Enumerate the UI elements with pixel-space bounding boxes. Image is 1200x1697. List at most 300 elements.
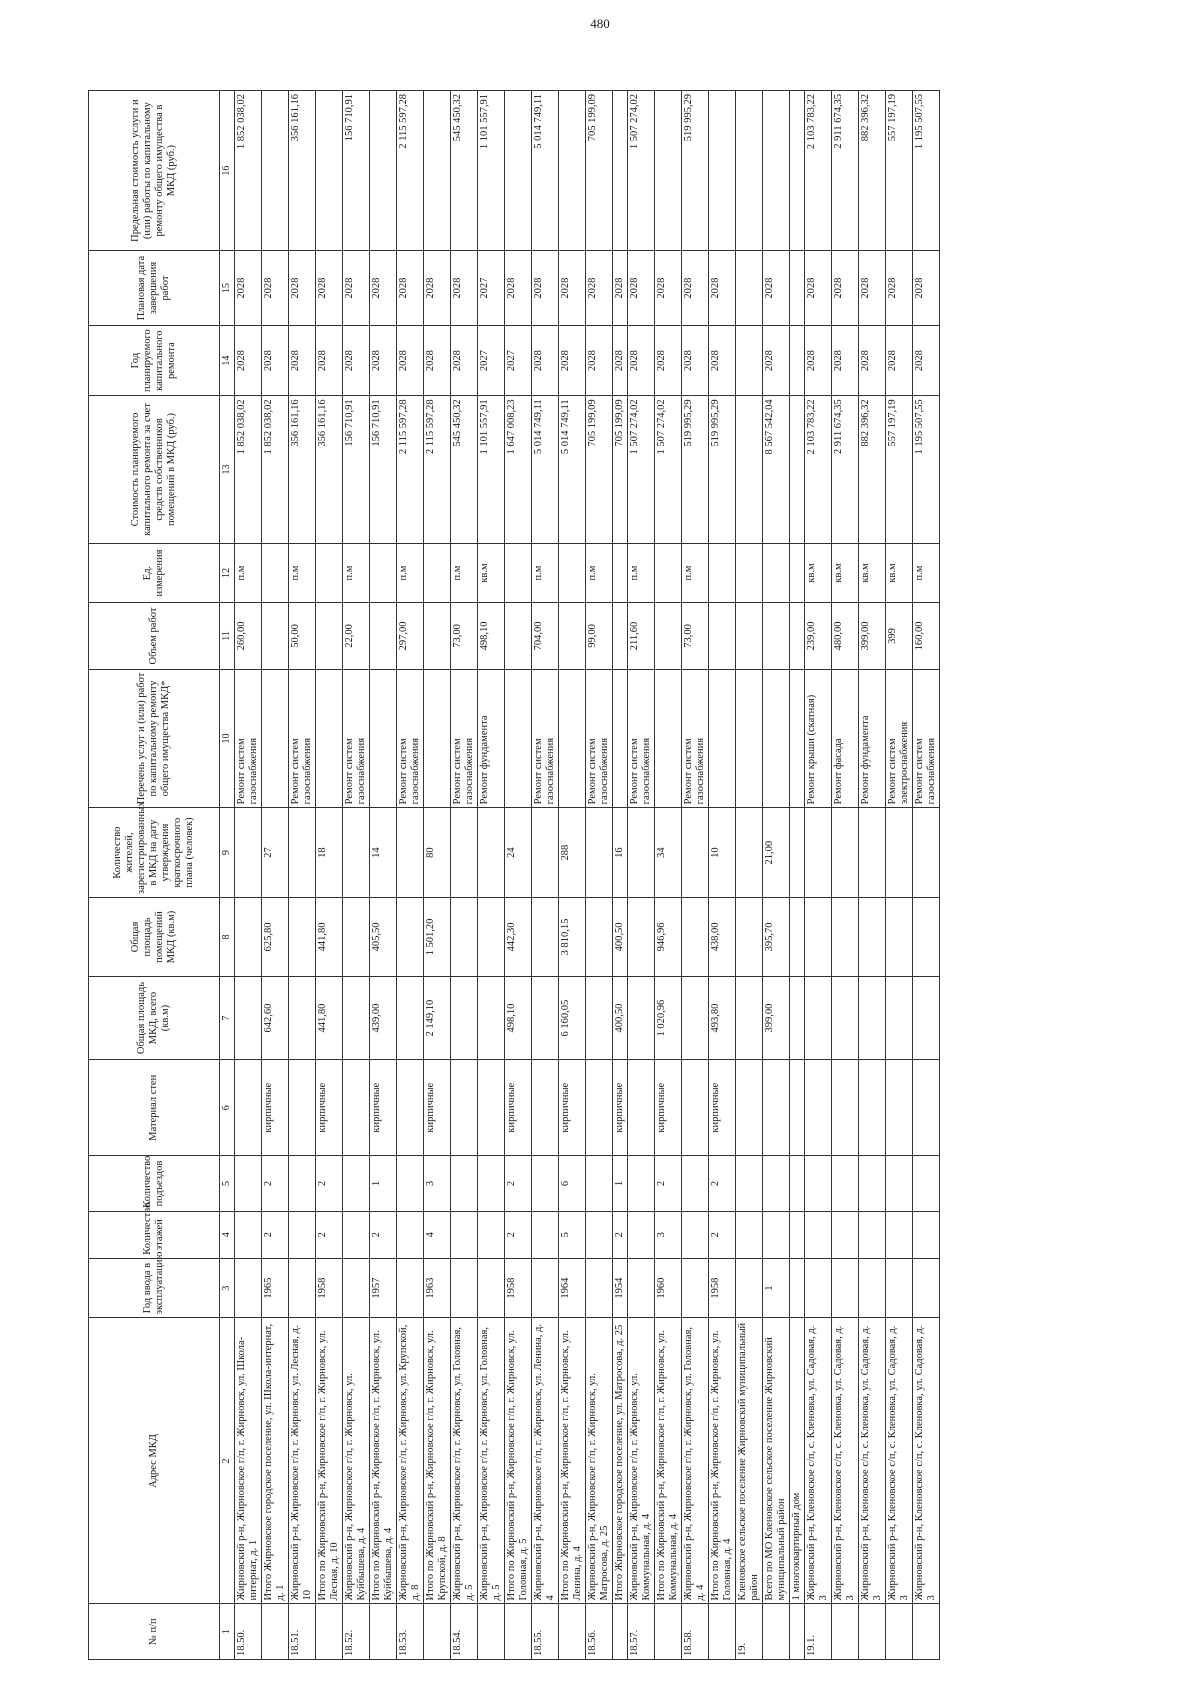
table-cell: Жирновский р-н, Жирновское г/п, г. Жирновск, ул. Коммунальная, д. 4 [628, 1318, 655, 1604]
table-cell [451, 808, 478, 898]
table-cell: п.м [451, 543, 478, 603]
table-cell [790, 1258, 805, 1318]
table-cell: 2028 [451, 251, 478, 326]
table-cell [736, 396, 763, 543]
table-cell [832, 1211, 859, 1258]
table-cell [790, 669, 805, 808]
table-cell: 519 995,29 [709, 396, 736, 543]
table-cell: 545 450,32 [451, 396, 478, 543]
table-cell: кирпичные [505, 1060, 532, 1156]
column-header: Материал стен [89, 1060, 220, 1156]
table-cell: 2028 [913, 251, 940, 326]
table-cell: 2 [505, 1211, 532, 1258]
table-cell: 2028 [289, 325, 316, 395]
table-cell [709, 91, 736, 251]
table-cell: 2 [613, 1211, 628, 1258]
table-cell [832, 1156, 859, 1212]
table-row [235, 91, 262, 1660]
table-cell: 1 195 507,55 [913, 91, 940, 251]
table-cell: 2028 [586, 251, 613, 326]
table-cell [913, 1258, 940, 1318]
table-cell: 156 710,91 [343, 91, 370, 251]
table-cell: 2 [709, 1211, 736, 1258]
table-cell [397, 1211, 424, 1258]
table-cell [655, 603, 682, 669]
table-cell: 2028 [763, 325, 790, 395]
table-cell: 1 многоквартирный дом [790, 1318, 805, 1604]
table-cell: Жирновский р-н, Кленовское с/п, с. Кленовка, ул. Садовая, д. 3 [859, 1318, 886, 1604]
column-number: 11 [220, 603, 235, 669]
table-cell: кв.м [805, 543, 832, 603]
table-cell: 19. [736, 1604, 763, 1660]
table-cell: 14 [370, 808, 397, 898]
table-cell: 2028 [532, 251, 559, 326]
table-cell: п.м [913, 543, 940, 603]
table-cell [289, 1060, 316, 1156]
table-cell: 2027 [505, 325, 532, 395]
column-header: Перечень услуг и (или) работ по капитальному ремонту общего имущества МКД* [89, 669, 220, 808]
table-cell [505, 669, 532, 808]
table-cell: 1 101 557,91 [478, 396, 505, 543]
column-number: 1 [220, 1604, 235, 1660]
table-cell [424, 669, 451, 808]
table-cell: Ремонт систем газоснабжения [343, 669, 370, 808]
table-cell [859, 808, 886, 898]
table-cell: Ремонт систем газоснабжения [451, 669, 478, 808]
table-row [586, 91, 613, 1660]
table-cell [262, 669, 289, 808]
table-cell [886, 897, 913, 976]
table-cell [682, 1156, 709, 1212]
table-cell [628, 1060, 655, 1156]
table-cell [709, 1604, 736, 1660]
table-cell: 1 195 507,55 [913, 396, 940, 543]
table-cell: 2028 [532, 325, 559, 395]
table-cell: 519 995,29 [682, 91, 709, 251]
table-cell [262, 1604, 289, 1660]
table-cell: кирпичные [613, 1060, 628, 1156]
table-cell: Итого по Жирновский р-н, Жирновское г/п, г. Жирновск, ул. Коммунальная, д. 4 [655, 1318, 682, 1604]
table-cell [370, 91, 397, 251]
table-cell: 356 161,16 [289, 91, 316, 251]
table-cell [316, 603, 343, 669]
table-cell [478, 1060, 505, 1156]
table-cell [913, 1156, 940, 1212]
table-cell: 24 [505, 808, 532, 898]
table-cell: 2028 [559, 251, 586, 326]
table-cell: 2 115 597,28 [397, 396, 424, 543]
table-cell: 2028 [682, 325, 709, 395]
table-cell [886, 808, 913, 898]
table-cell [886, 1211, 913, 1258]
page-number: 480 [590, 16, 610, 31]
table-row [736, 91, 763, 1660]
table-cell [886, 1258, 913, 1318]
table-cell: 1957 [370, 1258, 397, 1318]
table-cell: Ремонт систем газоснабжения [913, 669, 940, 808]
table-cell [262, 543, 289, 603]
table-row [790, 91, 805, 1660]
table-cell [682, 808, 709, 898]
table-cell: 2028 [343, 325, 370, 395]
table-cell [682, 1258, 709, 1318]
table-cell [532, 1211, 559, 1258]
table-cell [628, 1211, 655, 1258]
table-cell: 2028 [262, 251, 289, 326]
table-cell [397, 1060, 424, 1156]
table-cell [559, 1604, 586, 1660]
table-cell: Ремонт систем газоснабжения [235, 669, 262, 808]
table-cell [859, 976, 886, 1059]
table-cell [886, 1156, 913, 1212]
table-cell [289, 1211, 316, 1258]
table-cell: 1958 [505, 1258, 532, 1318]
table-cell [682, 1211, 709, 1258]
table-cell: кирпичные [655, 1060, 682, 1156]
table-cell: п.м [532, 543, 559, 603]
table-cell: Ремонт фундамента [478, 669, 505, 808]
table-cell: 156 710,91 [343, 396, 370, 543]
column-number: 6 [220, 1060, 235, 1156]
table-cell [655, 543, 682, 603]
table-cell [859, 1060, 886, 1156]
table-cell: 1 101 557,91 [478, 91, 505, 251]
table-cell [682, 897, 709, 976]
table-cell: кирпичные [370, 1060, 397, 1156]
table-cell: 18 [316, 808, 343, 898]
table-cell: 2028 [913, 325, 940, 395]
table-row [397, 91, 424, 1660]
table-cell [289, 1156, 316, 1212]
table-cell [289, 1258, 316, 1318]
table-cell: 10 [709, 808, 736, 898]
table-cell [736, 543, 763, 603]
table-cell: Итого по Жирновский р-н, Жирновское г/п, г. Жирновск, ул. Ленина, д. 4 [559, 1318, 586, 1604]
table-cell: Итого по Жирновский р-н, Жирновское г/п, г. Жирновск, ул. Головная, д. 5 [505, 1318, 532, 1604]
table-row [832, 91, 859, 1660]
table-cell: 704,00 [532, 603, 559, 669]
table-cell: 2028 [586, 325, 613, 395]
column-header: Общая площадь МКД, всего (кв.м) [89, 976, 220, 1059]
table-cell: кирпичные [424, 1060, 451, 1156]
table-row [682, 91, 709, 1660]
table-cell [628, 976, 655, 1059]
table-cell [913, 976, 940, 1059]
table-cell: 1 [763, 1258, 790, 1318]
table-cell: 2028 [559, 325, 586, 395]
table-cell: п.м [682, 543, 709, 603]
table-cell: Кленовское сельское поселение Жирновский муниципальный район [736, 1318, 763, 1604]
table-cell: 1 507 274,02 [628, 396, 655, 543]
table-cell: 705 199,09 [586, 91, 613, 251]
table-cell: 8 567 542,04 [763, 396, 790, 543]
column-number: 9 [220, 808, 235, 898]
table-cell: 5 [559, 1211, 586, 1258]
table-cell: Ремонт систем газоснабжения [532, 669, 559, 808]
table-row [628, 91, 655, 1660]
table-cell [532, 1258, 559, 1318]
table-cell: кирпичные [262, 1060, 289, 1156]
table-cell [343, 897, 370, 976]
table-cell [478, 976, 505, 1059]
table-cell: 27 [262, 808, 289, 898]
table-cell: 2028 [451, 325, 478, 395]
table-cell [451, 897, 478, 976]
column-number: 2 [220, 1318, 235, 1604]
table-cell: 16 [613, 808, 628, 898]
column-number: 10 [220, 669, 235, 808]
column-header: Год планируемого капитального ремонта [89, 325, 220, 395]
table-cell [736, 1060, 763, 1156]
table-cell [397, 897, 424, 976]
table-cell: 356 161,16 [316, 396, 343, 543]
table-cell: 1958 [316, 1258, 343, 1318]
table-cell [736, 1211, 763, 1258]
table-cell: 400,50 [613, 976, 628, 1059]
table-cell: Ремонт крыши (скатная) [805, 669, 832, 808]
table-cell [343, 1156, 370, 1212]
table-cell: 1963 [424, 1258, 451, 1318]
column-header: Стоимость планируемого капитального ремонта за счет средств собственников помещений в МКД (руб.) [89, 396, 220, 543]
table-cell [424, 91, 451, 251]
table-cell: 18.57. [628, 1604, 655, 1660]
table-row [289, 91, 316, 1660]
column-header: Адрес МКД [89, 1318, 220, 1604]
table-cell: 2028 [397, 325, 424, 395]
table-cell [235, 1211, 262, 1258]
table-cell: 6 [559, 1156, 586, 1212]
table-cell: 1 852 038,02 [235, 91, 262, 251]
table-cell: 642,60 [262, 976, 289, 1059]
table-cell [790, 1604, 805, 1660]
table-cell: Ремонт систем газоснабжения [289, 669, 316, 808]
table-cell: Итого по Жирновский р-н, Жирновское г/п, г. Жирновск, ул. Головная, д. 4 [709, 1318, 736, 1604]
table-cell: 2 103 783,22 [805, 91, 832, 251]
table-cell: кв.м [832, 543, 859, 603]
table-cell: 288 [559, 808, 586, 898]
table-cell: 73,00 [682, 603, 709, 669]
table-cell: 2 911 674,35 [832, 396, 859, 543]
column-number: 12 [220, 543, 235, 603]
table-cell: 2 103 783,22 [805, 396, 832, 543]
table-cell [478, 1604, 505, 1660]
table-cell: 99,00 [586, 603, 613, 669]
table-cell [886, 976, 913, 1059]
table-cell [343, 1258, 370, 1318]
table-cell: 400,50 [613, 897, 628, 976]
table-cell [586, 1211, 613, 1258]
table-cell: 2028 [709, 325, 736, 395]
table-cell: 2 [262, 1211, 289, 1258]
table-cell: кв.м [886, 543, 913, 603]
column-number: 5 [220, 1156, 235, 1212]
table-cell [655, 669, 682, 808]
table-cell: 50,00 [289, 603, 316, 669]
table-cell: 399,00 [763, 976, 790, 1059]
table-row [805, 91, 832, 1660]
table-cell [790, 1211, 805, 1258]
table-cell: 2028 [613, 251, 628, 326]
table-cell [586, 1156, 613, 1212]
column-header: Количество подъездов [89, 1156, 220, 1212]
table-cell [763, 1060, 790, 1156]
table-cell: 211,60 [628, 603, 655, 669]
table-cell: 18.51. [289, 1604, 316, 1660]
table-cell [235, 976, 262, 1059]
table-cell [586, 976, 613, 1059]
table-row [424, 91, 451, 1660]
table-cell [805, 808, 832, 898]
column-header: Предельная стоимость услуги и (или) работы по капитальному ремонту общего имущества в МКД (руб.) [89, 91, 220, 251]
column-number: 16 [220, 91, 235, 251]
table-cell: 6 160,05 [559, 976, 586, 1059]
table-cell: 1 501,20 [424, 897, 451, 976]
table-row [505, 91, 532, 1660]
table-cell [832, 808, 859, 898]
table-cell [682, 976, 709, 1059]
column-header: Общая площадь помещений МКД (кв.м) [89, 897, 220, 976]
table-cell [559, 91, 586, 251]
table-cell [832, 1604, 859, 1660]
table-cell [736, 91, 763, 251]
table-cell: 1954 [613, 1258, 628, 1318]
table-cell: п.м [343, 543, 370, 603]
table-cell [805, 1156, 832, 1212]
table-cell: 625,80 [262, 897, 289, 976]
table-cell [613, 603, 628, 669]
table-cell [316, 543, 343, 603]
table-cell [790, 543, 805, 603]
column-header: Плановая дата завершения работ [89, 251, 220, 326]
table-cell: 441,80 [316, 976, 343, 1059]
table-cell [709, 543, 736, 603]
table-cell: Жирновский р-н, Жирновское г/п, г. Жирновск, ул. Крупской, д. 8 [397, 1318, 424, 1604]
table-cell: 239,00 [805, 603, 832, 669]
table-cell [451, 1211, 478, 1258]
table-cell: 22,00 [343, 603, 370, 669]
table-cell: 1 020,96 [655, 976, 682, 1059]
table-cell [763, 669, 790, 808]
table-cell [913, 1604, 940, 1660]
table-cell [478, 808, 505, 898]
table-cell: 73,00 [451, 603, 478, 669]
table-cell: Ремонт систем электроснабжения [886, 669, 913, 808]
table-cell [790, 808, 805, 898]
table-cell: 1 852 038,02 [262, 396, 289, 543]
table-cell [736, 669, 763, 808]
table-cell: 2028 [859, 325, 886, 395]
table-cell: 2028 [343, 251, 370, 326]
table-cell: Ремонт систем газоснабжения [628, 669, 655, 808]
table-cell [559, 603, 586, 669]
table-cell: 2028 [235, 251, 262, 326]
table-cell [790, 976, 805, 1059]
table-cell [763, 91, 790, 251]
table-cell [235, 808, 262, 898]
table-row [451, 91, 478, 1660]
table-cell [790, 1060, 805, 1156]
table-cell: 882 396,32 [859, 91, 886, 251]
table-cell [343, 1211, 370, 1258]
table-cell [859, 1211, 886, 1258]
table-cell: Итого по Жирновский р-н, Жирновское г/п, г. Жирновск, ул. Лесная, д. 10 [316, 1318, 343, 1604]
table-cell: 5 014 749,11 [559, 396, 586, 543]
table-cell [859, 1604, 886, 1660]
table-cell: 399,00 [859, 603, 886, 669]
table-body [235, 91, 940, 1660]
table-cell: 18.55. [532, 1604, 559, 1660]
table-cell: Итого по Жирновский р-н, Жирновское г/п, г. Жирновск, ул. Куйбышева, д. 4 [370, 1318, 397, 1604]
table-row [343, 91, 370, 1660]
column-number: 7 [220, 976, 235, 1059]
table-cell: Всего по МО Кленовское сельское поселение Жирновский муниципальный район [763, 1318, 790, 1604]
table-cell: 1960 [655, 1258, 682, 1318]
table-cell: п.м [235, 543, 262, 603]
table-cell: Жирновский р-н, Жирновское г/п, г. Жирновск, ул. Куйбышева, д. 4 [343, 1318, 370, 1604]
table-cell [805, 1211, 832, 1258]
table-cell [370, 543, 397, 603]
table-cell [763, 603, 790, 669]
table-cell: 2028 [655, 325, 682, 395]
table-cell: 2027 [478, 251, 505, 326]
table-cell: Жирновский р-н, Жирновское г/п, г. Жирновск, ул. Головная, д. 5 [451, 1318, 478, 1604]
table-cell: Жирновский р-н, Кленовское с/п, с. Кленовка, ул. Садовая, д. 3 [886, 1318, 913, 1604]
table-cell: 2028 [886, 251, 913, 326]
table-cell: 2 [316, 1211, 343, 1258]
table-cell [613, 669, 628, 808]
table-cell: 18.54. [451, 1604, 478, 1660]
table-cell: 2 911 674,35 [832, 91, 859, 251]
table-cell: 156 710,91 [370, 396, 397, 543]
table-cell: Итого Жирновское городское поселение, ул. Школа-интернат, д. 1 [262, 1318, 289, 1604]
table-cell: 2 115 597,28 [397, 91, 424, 251]
table-cell: 2028 [655, 251, 682, 326]
table-cell: 2028 [886, 325, 913, 395]
table-cell: 34 [655, 808, 682, 898]
table-cell [316, 669, 343, 808]
table-cell: 2 115 597,28 [424, 396, 451, 543]
table-cell: 356 161,16 [289, 396, 316, 543]
table-cell: 2028 [859, 251, 886, 326]
table-cell [790, 1156, 805, 1212]
column-number: 13 [220, 396, 235, 543]
table-cell: 441,80 [316, 897, 343, 976]
table-cell [736, 325, 763, 395]
table-cell [790, 897, 805, 976]
table-cell: Жирновский р-н, Жирновское г/п, г. Жирновск, ул. Головная, д. 5 [478, 1318, 505, 1604]
table-cell: Ремонт систем газоснабжения [682, 669, 709, 808]
column-number: 4 [220, 1211, 235, 1258]
table-cell [628, 808, 655, 898]
table-cell [505, 1604, 532, 1660]
table-cell [397, 1156, 424, 1212]
table-cell [505, 91, 532, 251]
table-cell [613, 1604, 628, 1660]
table-row [262, 91, 289, 1660]
table-cell: 2028 [805, 251, 832, 326]
table-cell: Итого по Жирновский р-н, Жирновское г/п, г. Жирновск, ул. Крупской, д. 8 [424, 1318, 451, 1604]
table-cell: 438,00 [709, 897, 736, 976]
table-cell [682, 1060, 709, 1156]
table-row [613, 91, 628, 1660]
table-cell [913, 1060, 940, 1156]
table-cell [859, 897, 886, 976]
table-cell [913, 1211, 940, 1258]
table-cell: 2028 [505, 251, 532, 326]
table-cell: п.м [586, 543, 613, 603]
table-header-row [89, 91, 220, 1660]
column-header: Год ввода в эксплуатацию [89, 1258, 220, 1318]
